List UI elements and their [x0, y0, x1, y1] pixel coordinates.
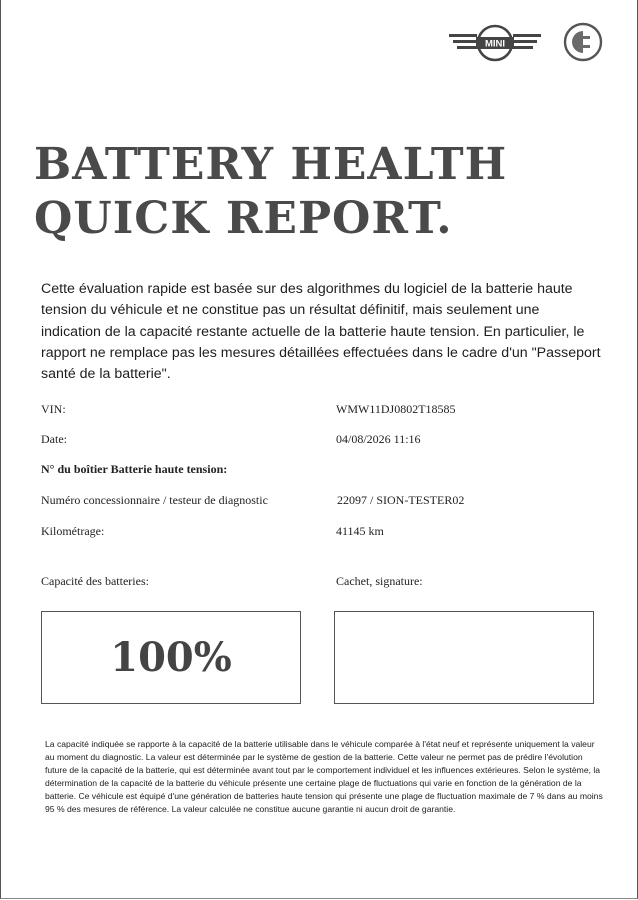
ev-plug-icon: [563, 22, 603, 62]
signature-label: Cachet, signature:: [336, 574, 423, 588]
date-label: Date:: [41, 432, 67, 446]
vin-label: VIN:: [41, 402, 66, 416]
page-title: [34, 138, 507, 246]
date-value: 04/08/2026 11:16: [336, 432, 421, 446]
mini-wordmark: MINI: [484, 38, 506, 50]
title-line-1: BATTERY HEALTH: [34, 139, 508, 190]
mileage-value: 41145 km: [336, 524, 384, 538]
vin-value: WMW11DJ0802T18585: [336, 402, 456, 416]
capacity-value: 100%: [110, 634, 232, 681]
intro-paragraph: Cette évaluation rapide est basée sur des algorithmes du logiciel de la batterie haute tension du véhicule et ne constitue pas un résultat définitif, mais seulement une indication de la capacité restante actuelle de la batterie haute tension. En particulier, le rapport ne remplace pas les mesures détaillées effectuées dans le cadre d'un "Passeport santé de la batterie".: [41, 281, 601, 383]
mileage-label: Kilométrage:: [41, 524, 105, 538]
dealer-value: 22097 / SION-TESTER02: [337, 493, 465, 507]
title-line-2: QUICK REPORT.: [34, 193, 453, 244]
capacity-box: [41, 611, 301, 704]
footnote: La capacité indiquée se rapporte à la capacité de la batterie utilisable dans le véhicule comparée à l'état neuf et représente uniquement la valeur au moment du diagnostic. La valeur est déterminée par le système de gestion de la batterie. Cette valeur ne permet pas de prédire l'évolution future de la capacité de la batterie, qui est déterminée avant tout par le comportement individuel et les influences extérieures. Selon le système, la détermination de la capacité de la batterie du véhicule présente une certaine plage de fluctuations qui varie en fonction de la génération de la batterie. Ce véhicule est équipé d'une génération de batteries haute tension qui présente une plage de fluctuation maximale de 7 % dans au moins 95 % des mesures de référence. La valeur calculée ne constitue aucune garantie ni aucun droit de garantie.: [45, 739, 603, 815]
mini-logo: [449, 24, 541, 62]
dealer-label: Numéro concessionnaire / testeur de diagnostic: [41, 493, 268, 507]
capacity-label: Capacité des batteries:: [41, 574, 149, 588]
signature-box: [334, 611, 594, 704]
battery-box-label: N° du boîtier Batterie haute tension:: [41, 462, 228, 476]
